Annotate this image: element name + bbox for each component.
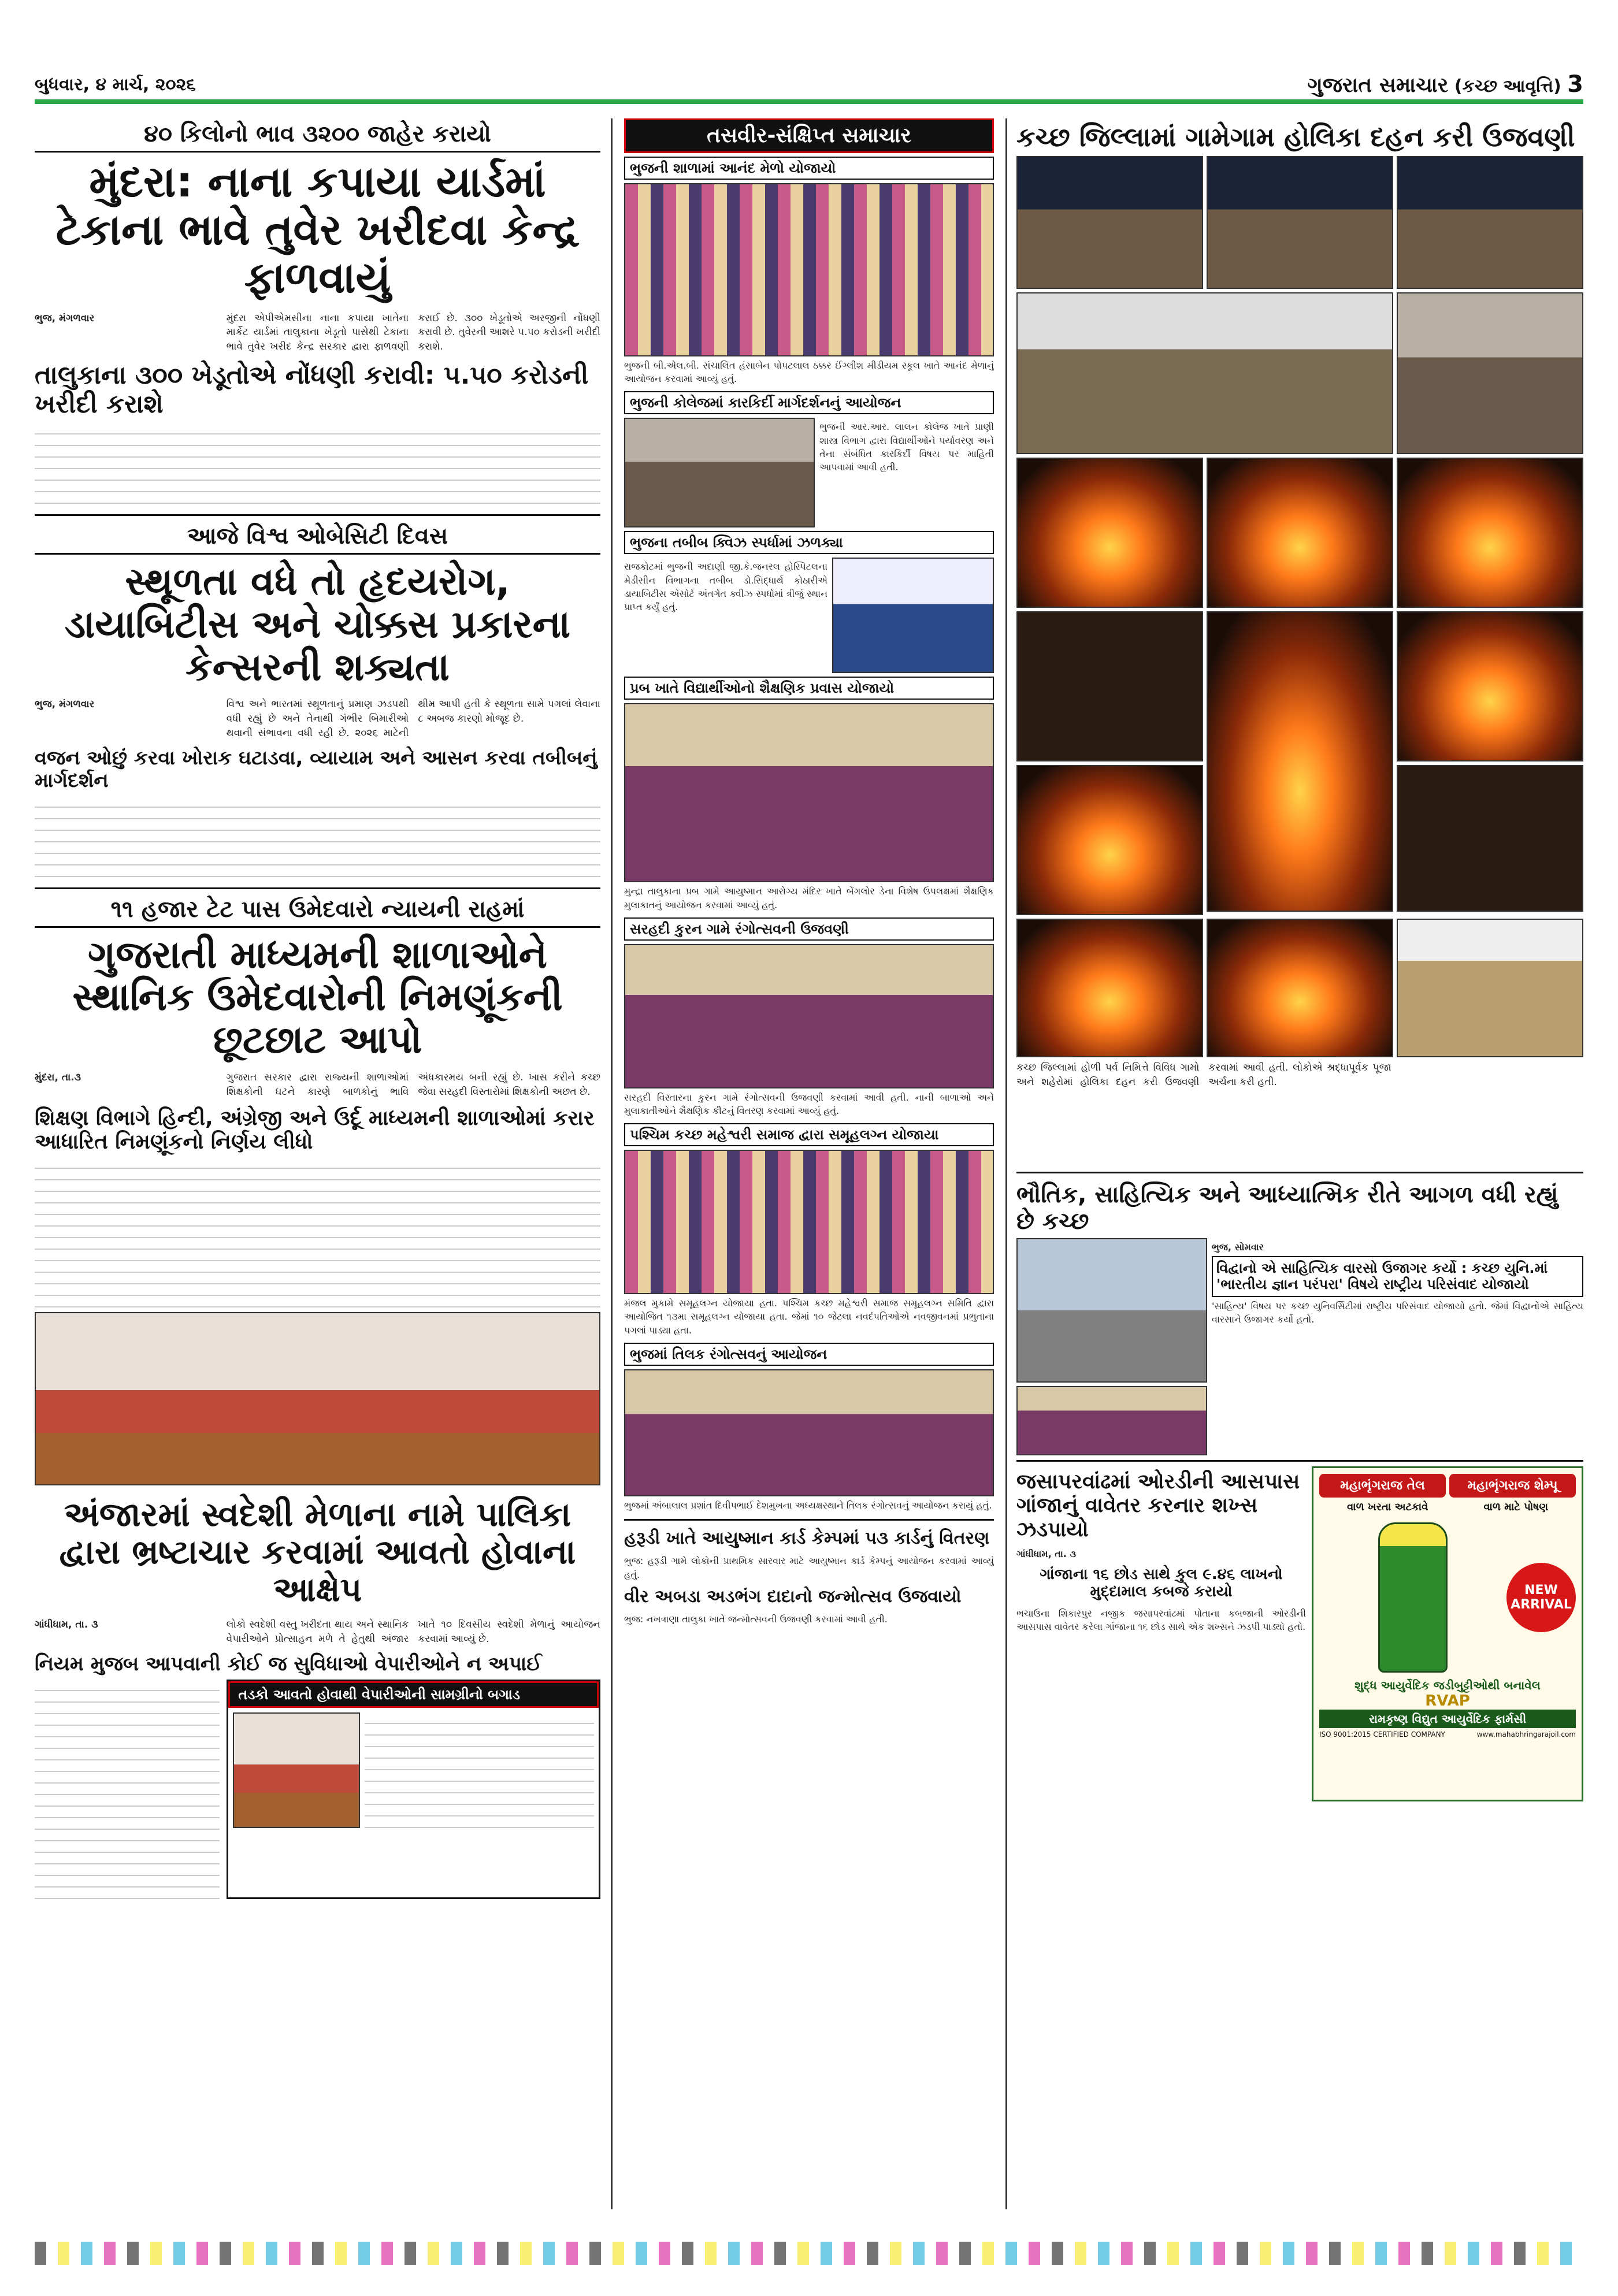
box-heading: તડકો આવતો હોવાથી વેપારીઓની સામગ્રીનો બગાડ [228, 1681, 599, 1708]
ad-brand-oil: મહાભૃંગરાજ તેલ [1319, 1474, 1446, 1498]
holi-photo [1397, 765, 1583, 912]
headline: ભૌતિક, સાહિત્યિક અને આધ્યાત્મિક રીતે આગળ વધી રહ્યું છે કચ્છ [1016, 1181, 1558, 1235]
section-title: તસવીર-સંક્ષિપ્ત સમાચાર [624, 118, 994, 153]
headline: હરૂડી ખાતે આયુષ્માન કાર્ડ કેમ્પમાં ૫૩ કાર્ડનું વિતરણ [624, 1528, 990, 1548]
story-title: સરહદી કુરન ગામે રંગોત્સવની ઉજવણી [624, 917, 994, 941]
ad-brand-shampoo: મહાભૃંગરાજ શેમ્પૂ [1449, 1474, 1576, 1498]
oil-bottle [1378, 1522, 1448, 1673]
college-photo [624, 418, 815, 527]
subhead: તાલુકાના ૩૦૦ ખેડૂતોએ નોંધણી કરાવી: ૫.૫૦ કરોડની ખરીદી કરાશે [35, 360, 589, 419]
story-title: પ્રબ ખાતે વિદ્યાર્થીઓનો શૈક્ષણિક પ્રવાસ યોજાયો [624, 677, 994, 700]
middle-column: તસવીર-સંક્ષિપ્ત સમાચાર ભુજની શાળામાં આનંદ મેળો યોજાયો ભુજની બી.એલ.બી. સંચાલિત હંસાબેન પોપટલાલ ઠક્કર ઈંગ્લીશ મીડીયમ સ્કૂલ ખાતે આનંદ મેળાનું આયોજન કરવામાં આવ્યું હતું. ભુજની કોલેજમાં કારકિર્દી માર્ગદર્શનનું આયોજન ભુજની આર.આર. લાલન કોલેજ ખાતે પ્રાણી શાસ્ત્ર વિભાગ દ્વારા વિદ્યાર્થીઓને પર્યાવરણ અને તેના સંબંધિત કારકિર્દી વિષય પર માહિતી આપવામાં આવી હતી. ભુજના તબીબ ક્વિઝ સ્પર્ધામાં ઝળક્યા રાજકોટમાં ભુજની અદાણી જી.કે.જનરલ હોસ્પિટલના મેડીસીન વિભાગના તબીબ ડો.સિદ્ધાર્થ કોઠારીએ ડાયાબિટીસ એસોર્ટ અંતર્ગત ક્વીઝ સ્પર્ધામાં ત્રીજું સ્થાન પ્રાપ્ત કર્યું હતું. પ્રબ ખાતે વિદ્યાર્થીઓનો શૈક્ષણિક પ્રવાસ યોજાયો મુન્દ્રા તાલુકાના પ્રબ ગામે આયુષ્માન આરોગ્ય મંદિર ખાતે બેંગલોર ડેના વિશેષ ઉપલક્ષમાં શૈક્ષણિક મુલાકાતનું આયોજન કરવામાં આવ્યું હતું. સરહદી કુરન ગામે રંગોત્સવની ઉજવણી સરહદી વિસ્તારના કુરન ગામે રંગોત્સવની ઉજવણી કરવામાં આવી હતી. નાની બાળાઓ અને મુલાકાતીઓને શૈક્ષણિક કીટનું વિતરણ કરવામાં આવ્યું હતું. પશ્ચિમ કચ્છ મહેશ્વરી સમાજ દ્વારા સમૂહલગ્ન યોજાયા મંજલ મુકામે સમૂહલગ્ન યોજાયા હતા. પશ્ચિમ કચ્છ મહેશ્વરી સમાજ સમૂહલગ્ન સમિતિ દ્વારા આયોજિત ૧૩મા સમૂહલગ્ન યોજાયા હતા. જેમાં ૧૦ જેટલા નવદંપતિઓએ નવજીવનમાં પ્રભુતાના પગલાં પાડ્યા હતા. ભુજમાં તિલક રંગોત્સવનું આયોજન ભુજમાં અંબાલાલ પ્રશાંત દિવીપભાઈ દેશમુખના અધ્યક્ષસ્થાને તિલક રંગોત્સવનું આયોજન કરાયું હતું. હરૂડી ખાતે આયુષ્માન કાર્ડ કેમ્પમાં ૫૩ કાર્ડનું વિતરણ ભુજ: હરૂડી ગામે લોકોની પ્રાથમિક સારવાર માટે આયુષ્માન કાર્ડ કેમ્પનું આયોજન કરવામાં આવ્યું હતું. વીર અબડા અડભંગ દાદાનો જન્મોત્સવ ઉજવાયો ભુજ: નખત્રાણા તાલુકા ખાતે જન્મોત્સવની ઉજવણી કરવામાં આવી હતી. [624, 118, 994, 2209]
story-title: ભુજના તબીબ ક્વિઝ સ્પર્ધામાં ઝળક્યા [624, 531, 994, 554]
holi-photo [1207, 919, 1393, 1057]
holi-photo [1016, 765, 1203, 915]
story-title: પશ્ચિમ કચ્છ મહેશ્વરી સમાજ દ્વારા સમૂહલગ્ન યોજાયા [624, 1123, 994, 1146]
masthead: ગુજરાત સમાચાર [1307, 73, 1449, 97]
ayurvedic-ad[interactable]: મહાભૃંગરાજ તેલ મહાભૃંગરાજ શેમ્પૂ વાળ ખરતા અટકાવે વાળ માટે પોષણ NEW ARRIVAL શુદ્ધ આયુર્વેદિક જડીબુટ્ટીઓથી બનાવેલ RVAP રામકૃષ્ણ વિદ્યુત આયુર્વેદિક ફાર્મસી ISO 9001:2015 CERTIFIED COMPANY www.mahabhringarajoil.com [1312, 1466, 1583, 1801]
subhead: શિક્ષણ વિભાગે હિન્દી, અંગ્રેજી અને ઉર્દૂ માધ્યમની શાળાઓમાં કરાર આધારિત નિમણૂંકનો નિર્ણય લીધો [35, 1106, 595, 1154]
edition: (કચ્છ આવૃત્તિ) [1454, 76, 1561, 96]
page-header [35, 69, 1583, 104]
kicker: આજે વિશ્વ ઓબેસિટી દિવસ [35, 521, 600, 555]
right-column: કચ્છ જિલ્લામાં ગામેગામ હોલિકા દહન કરી ઉજવણી કચ્છ જિલ્લામાં હોળી પર્વ નિમિત્તે વિવિધ ગામો અને શહેરોમાં હોલિકા દહન કરી ઉજવણી કરવામાં આવી હતી. લોકોએ શ્રદ્ધાપૂર્વક પૂજા અર્ચના કરી હતી. ભૌતિક, સાહિત્યિક અને આધ્યાત્મિક રીતે આગળ વધી રહ્યું છે કચ્છ ભુજ, સોમવાર વિદ્વાનો એ સાહિત્યિક વારસો ઉજાગર કર્યો : કચ્છ યુનિ.માં 'ભારતીય જ્ઞાન પરંપરા' વિષયે રાષ્ટ્રીય પરિસંવાદ યોજાયો 'સાહિત્ય' વિષય પર કચ્છ યુનિવર્સિટીમાં રાષ્ટ્રીય પરિસંવાદ યોજાયો હતો. જેમાં વિદ્વાનોએ સાહિત્ય વારસાને ઉજાગર કર્યો હતો. જસાપરવાંઢમાં ઓરડીની આસપાસ ગાંજાનું વાવેતર કરનાર શખ્સ ઝડપાયો ગાંધીધામ, તા. ૩ ગાંજાના ૧૬ છોડ સાથે કુલ ૯.૪૬ લાખનો મુદ્દામાલ કબજે કરાયો ભચાઉના શિકારપુર નજીક જસાપરવાંઢમાં પોતાના કબજાની ઓરડીની આસપાસ વાવેતર કરેલા ગાંજાના ૧૬ છોડ સાથે એક શખ્સને ઝડપી પાડ્યો હતો. મહાભૃંગરાજ તેલ મહાભૃંગરાજ શેમ્પૂ વાળ ખરતા અટકાવે વાળ માટે પોષણ NEW ARRIVAL શુદ્ધ આયુર્વેદિક જડીબુટ્ટીઓથી બનાવેલ RVAP રામકૃષ્ણ વિદ્યુત આયુર્વેદિક ફાર્મસી ISO 9001:2015 CERTIFIED COMPANY www.mahabhringarajoil.com [1005, 118, 1583, 2209]
story-title: ભુજની શાળામાં આનંદ મેળો યોજાયો [624, 157, 994, 180]
ad-url[interactable]: www.mahabhringarajoil.com [1476, 1730, 1576, 1738]
holi-photo [1397, 919, 1583, 1057]
kicker: ૪૦ કિલોનો ભાવ ૩૨૦૦ જાહેર કરાયો [35, 118, 600, 153]
headline: સ્થૂળતા વધે તો હૃદયરોગ, ડાયાબિટીસ અને ચોક્કસ પ્રકારના કેન્સરની શક્યતા [65, 559, 570, 689]
quiz-photo [832, 558, 994, 673]
subhead: નિયમ મુજબ આપવાની કોઈ જ સુવિધાઓ વેપારીઓને ન અપાઈ [35, 1652, 542, 1676]
headline: ગુજરાતી માધ્યમની શાળાઓને સ્થાનિક ઉમેદવારોની નિમણૂંકની છૂટછાટ આપો [72, 932, 563, 1062]
holi-photo [1207, 611, 1393, 912]
article-body: ગાંધીધામ, તા. ૩ લોકો સ્વદેશી વસ્તુ ખરીદતા થાય અને સ્થાનિક વેપારીઓને પ્રોત્સાહન મળે તે હેતુથી અંજાર ખાતે ૧૦ દિવસીય સ્વદેશી મેળાનું આયોજન કરવામાં આવ્યું છે. [35, 1619, 600, 1645]
header-date: બુધવાર, ૪ માર્ચ, ૨૦૨૬ [35, 74, 196, 95]
stall-photo [233, 1712, 360, 1828]
holi-photo [1207, 458, 1393, 608]
headline: જસાપરવાંઢમાં ઓરડીની આસપાસ ગાંજાનું વાવેતર કરનાર શખ્સ ઝડપાયો [1016, 1469, 1300, 1541]
seminar-group-photo [1016, 1386, 1207, 1455]
article-body: ભુજ, મંગળવાર મુંદરા એપીએમસીના નાના કપાયા ખાતેના માર્કેટ યાર્ડમાં તાલુકાના ખેડૂતો પાસેથી ટેકાના ભાવે તુવેર ખરીદ કેન્દ્ર સરકાર દ્વારા ફાળવણી કરાઈ છે. ૩૦૦ ખેડૂતોએ અરજીની નોંધણી કરાવી છે. તુવેરની આશરે ૫.૫૦ કરોડની ખરીદી કરાશે. [35, 312, 600, 352]
holi-photo [1016, 611, 1203, 761]
holi-photo [1397, 458, 1583, 608]
headline: મુંદરા: નાના કપાયા યાર્ડમાં ટેકાના ભાવે તુવેર ખરીદવા કેન્દ્ર ફાળવાયું [55, 157, 580, 303]
headline: કચ્છ જિલ્લામાં ગામેગામ હોલિકા દહન કરી ઉજવણી [1016, 121, 1575, 153]
headline: વીર અબડા અડભંગ દાદાનો જન્મોત્સવ ઉજવાયો [624, 1586, 962, 1607]
registration-marks [35, 2242, 1583, 2265]
holi-photo [1207, 156, 1393, 289]
holi-photo [1016, 292, 1393, 454]
left-column [35, 118, 613, 2209]
article-body: ભુજ, મંગળવાર વિશ્વ અને ભારતમાં સ્થૂળતાનું પ્રમાણ ઝડપથી વધી રહ્યું છે અને તેનાથી ગંભીર બિમારીઓ થવાની સંભાવના વધી રહી છે. ૨૦૨૬ માટેની થીમ આપી હતી કે સ્થૂળતા સામે પગલાં લેવાના ૮ અબજ કારણો મોજૂદ છે. [35, 699, 600, 739]
article-body: કચ્છ જિલ્લામાં હોળી પર્વ નિમિત્તે વિવિધ ગામો અને શહેરોમાં હોલિકા દહન કરી ઉજવણી કરવામાં આવી હતી. લોકોએ શ્રદ્ધાપૂર્વક પૂજા અર્ચના કરી હતી. [1016, 1061, 1391, 1088]
subhead: ગાંજાના ૧૬ છોડ સાથે કુલ ૯.૪૬ લાખનો મુદ્દામાલ કબજે કરાયો [1040, 1566, 1283, 1601]
article-body: મુંદરા, તા.૩ ગુજરાત સરકાર દ્વારા રાજ્યની શાળાઓમાં શિક્ષકોની ઘટને કારણે બાળકોનું ભાવિ અંધકારમય બની રહ્યું છે. ખાસ કરીને કચ્છ જેવા સરહદી વિસ્તારોમાં શિક્ષકોની અછત છે. [35, 1072, 600, 1098]
subhead: વજન ઓછું કરવા ખોરાક ઘટાડવા, વ્યાયામ અને આસન કરવા તબીબનું માર્ગદર્શન [35, 746, 598, 793]
fair-photo [35, 1312, 600, 1485]
subhead: વિદ્વાનો એ સાહિત્યિક વારસો ઉજાગર કર્યો : કચ્છ યુનિ.માં 'ભારતીય જ્ઞાન પરંપરા' વિષયે રાષ્ટ્રીય પરિસંવાદ યોજાયો [1212, 1256, 1583, 1297]
kuran-photo [624, 944, 994, 1088]
holi-photo [1397, 292, 1583, 454]
holi-photo-grid [1016, 156, 1583, 1057]
tilak-photo [624, 1369, 994, 1496]
story-title: ભુજમાં તિલક રંગોત્સવનું આયોજન [624, 1343, 994, 1366]
seminar-photo [1016, 1238, 1207, 1383]
holi-photo [1016, 919, 1203, 1057]
study-tour-photo [624, 703, 994, 882]
school-fair-photo [624, 183, 994, 356]
holi-photo [1016, 156, 1203, 289]
new-arrival-badge: NEW ARRIVAL [1506, 1563, 1576, 1632]
headline: અંજારમાં સ્વદેશી મેળાના નામે પાલિકા દ્વારા ભ્રષ્ટાચાર કરવામાં આવતો હોવાના આક્ષેપ [59, 1495, 576, 1610]
page-number: 3 [1567, 71, 1583, 98]
holi-photo [1397, 156, 1583, 289]
holi-photo [1397, 611, 1583, 761]
kicker: ૧૧ હજાર ટેટ પાસ ઉમેદવારો ન્યાયની રાહમાં [35, 894, 600, 928]
holi-photo [1016, 458, 1203, 608]
story-title: ભુજની કોલેજમાં કારકિર્દી માર્ગદર્શનનું આયોજન [624, 391, 994, 414]
ad-logo: RVAP [1425, 1692, 1470, 1710]
wedding-photo [624, 1150, 994, 1294]
